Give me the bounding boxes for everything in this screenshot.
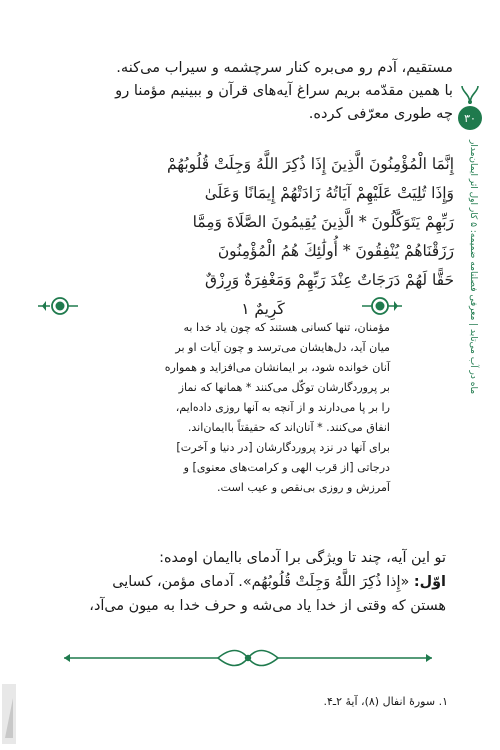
intro-line: چه طوری معرّفی کرده. <box>308 105 453 122</box>
translation-line: آنان خوانده شود، بر ایمانشان می‌افزاید و همواره <box>164 361 390 374</box>
point-text: «إِذا ذُكِرَ اللَّهُ وَجِلَتْ قُلُوبُهُم». آدمای مؤمن، کسایی <box>112 574 414 590</box>
right-floral-ornament-icon <box>362 295 402 317</box>
point-label: اوّل: <box>413 574 446 590</box>
publisher-watermark-icon <box>0 678 22 750</box>
translation-line: درجاتی [از قرب الهی و کرامت‌های معنوی] و <box>183 461 390 474</box>
page-number: ۳۰ <box>458 106 482 130</box>
left-floral-ornament-icon <box>38 295 78 317</box>
translation-line: آمرزش و روزی بی‌نقص و عیب است. <box>217 481 390 494</box>
verse-line: رَبِّهِمْ يَتَوَكَّلُونَ * الَّذِينَ يُقِيمُونَ الصَّلَاةَ وَمِمَّا <box>192 213 454 231</box>
footnote: ۱. سورهٔ انفال (۸)، آیهٔ ۲ـ۴. <box>323 695 448 708</box>
translation-line: بر پروردگارشان توکّل می‌کنند * همانها که نماز <box>178 381 390 394</box>
running-head <box>464 140 478 700</box>
intro-line: مستقیم، آدم رو می‌بره کنار سرچشمه و سیراب می‌کنه. <box>116 59 453 76</box>
page-sidebar <box>456 84 484 694</box>
ornamental-divider-icon <box>58 648 438 668</box>
body-line: هستن که وقتی از خدا یاد می‌شه و حرف خدا به میون می‌آد، <box>89 598 446 614</box>
translation-line: را بر پا می‌دارند و از آنچه به آنها روزی داده‌ایم، <box>175 401 390 414</box>
verse-line: إِنَّمَا الْمُؤْمِنُونَ الَّذِينَ إِذَا ذُكِرَ اللَّهُ وَجِلَتْ قُلُوبُهُمْ <box>167 155 454 173</box>
verse-line: كَرِيمٌ ١ <box>241 300 285 318</box>
verse-line: رَزَقْنَاهُمْ يُنْفِقُونَ * أُولَٰئِكَ هُمُ الْمُؤْمِنُونَ <box>217 242 454 260</box>
translation-line: برای آنها در نزد پروردگارشان [در دنیا و آخرت] <box>176 441 390 454</box>
translation-line: مؤمنان، تنها کسانی هستند که چون یاد خدا به <box>183 321 390 334</box>
verse-line: حَقًّا لَهُمْ دَرَجَاتٌ عِنْدَ رَبِّهِمْ وَمَغْفِرَةٌ وَرِزْقٌ <box>205 271 454 289</box>
intro-paragraph <box>78 56 453 125</box>
intro-line: با همین مقدّمه بریم سراغ آیه‌های قرآن و ببینیم مؤمنا رو <box>115 82 453 99</box>
translation-line: میان آید، دل‌هایشان می‌ترسد و چون آیات او بر <box>175 341 390 354</box>
body-line <box>62 570 446 594</box>
verse-line: وَإِذَا تُلِيَتْ عَلَيْهِمْ آيَاتُهُ زَادَتْهُمْ إِيمَانًا وَعَلَىٰ <box>204 184 454 202</box>
running-head-text: ماه در آب می‌تابد | معرفی فصلنامه ضمیمه: ۵ کار اول اثر ایمان‌مدار <box>468 140 478 395</box>
sidebar-top-ornament-icon <box>456 84 484 104</box>
body-paragraph <box>62 546 446 618</box>
verse-translation <box>108 318 390 498</box>
translation-line: انفاق می‌کنند. * آنان‌اند که حقیقتاً باایمان‌اند. <box>187 421 390 434</box>
body-line: تو این آیه، چند تا ویژگی برا آدمای باایمان اومده: <box>159 550 446 566</box>
